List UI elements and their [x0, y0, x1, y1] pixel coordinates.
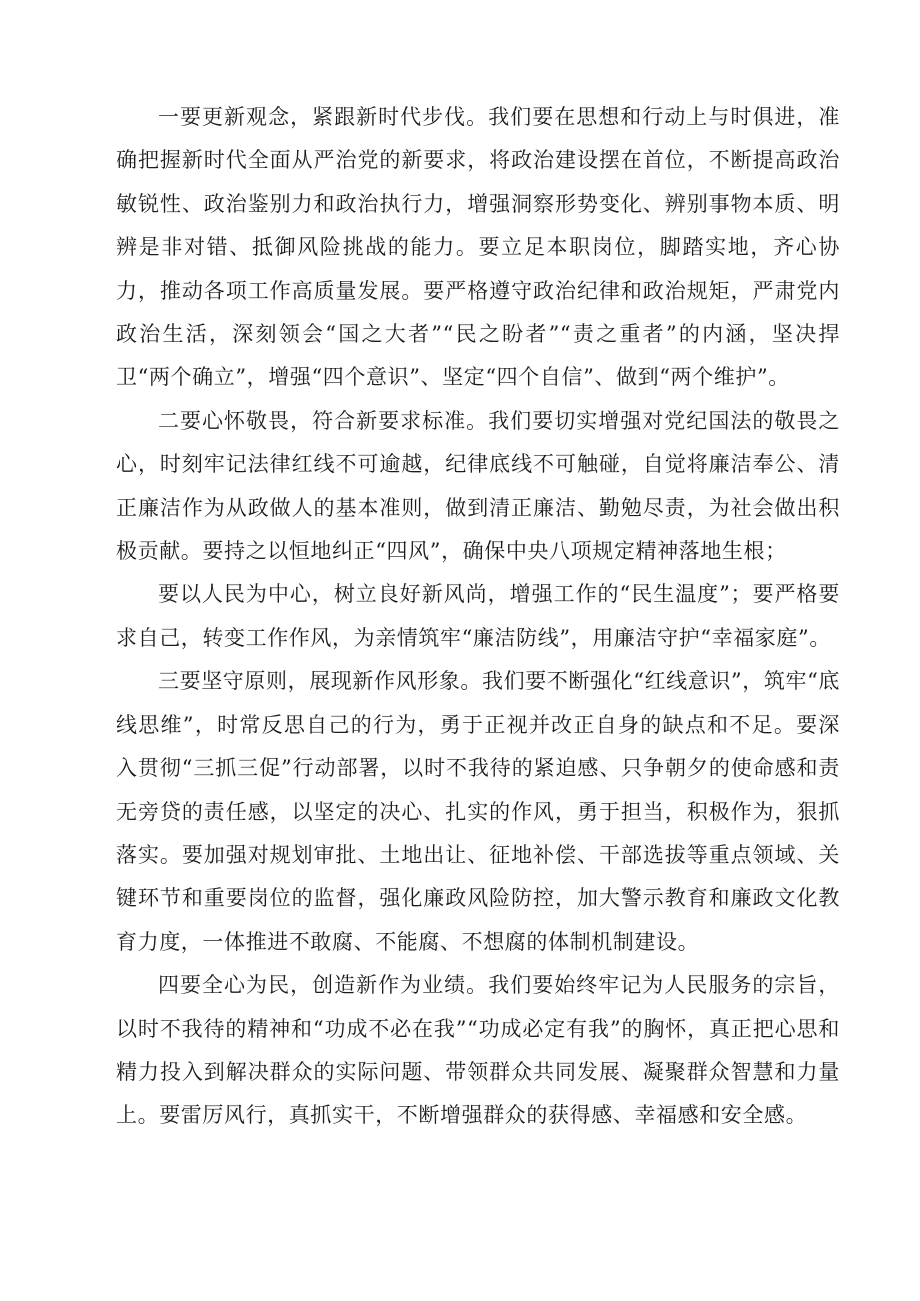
- paragraph-2: 二要心怀敬畏，符合新要求标准。我们要切实增强对党纪国法的敬畏之心，时刻牢记法律红线不可逾越，纪律底线不可触碰，自觉将廉洁奉公、清正廉洁作为从政做人的基本准则，做到清正廉洁、勤勉尽责，为社会做出积极贡献。要持之以恒地纠正“四风”，确保中央八项规定精神落地生根；: [116, 408, 840, 564]
- paragraph-3: 要以人民为中心，树立良好新风尚，增强工作的“民生温度”；要严格要求自己，转变工作作风，为亲情筑牢“廉洁防线”，用廉洁守护“幸福家庭”。: [116, 582, 840, 650]
- paragraph-1: 一要更新观念，紧跟新时代步伐。我们要在思想和行动上与时俱进，准确把握新时代全面从严治党的新要求，将政治建设摆在首位，不断提高政治敏锐性、政治鉴别力和政治执行力，增强洞察形势变化、辨别事物本质、明辨是非对错、抵御风险挑战的能力。要立足本职岗位，脚踏实地，齐心协力，推动各项工作高质量发展。要严格遵守政治纪律和政治规矩，严肃党内政治生活，深刻领会“国之大者”“民之盼者”“责之重者”的内涵，坚决捍卫“两个确立”，增强“四个意识”、坚定“四个自信”、做到“两个维护”。: [116, 105, 840, 390]
- paragraph-5: 四要全心为民，创造新作为业绩。我们要始终牢记为人民服务的宗旨，以时不我待的精神和“功成不必在我”“功成必定有我”的胸怀，真正把心思和精力投入到解决群众的实际问题、带领群众共同发展、凝聚群众智慧和力量上。要雷厉风行，真抓实干，不断增强群众的获得感、幸福感和安全感。: [116, 973, 840, 1128]
- document-body: [116, 96, 840, 1138]
- paragraph-4: 三要坚守原则，展现新作风形象。我们要不断强化“红线意识”，筑牢“底线思维”，时常反思自己的行为，勇于正视并改正自身的缺点和不足。要深入贯彻“三抓三促”行动部署，以时不我待的紧迫感、只争朝夕的使命感和责无旁贷的责任感，以坚定的决心、扎实的作风，勇于担当，积极作为，狠抓落实。要加强对规划审批、土地出让、征地补偿、干部选拔等重点领域、关键环节和重要岗位的监督，强化廉政风险防控，加大警示教育和廉政文化教育力度，一体推进不敢腐、不能腐、不想腐的体制机制建设。: [116, 669, 841, 954]
